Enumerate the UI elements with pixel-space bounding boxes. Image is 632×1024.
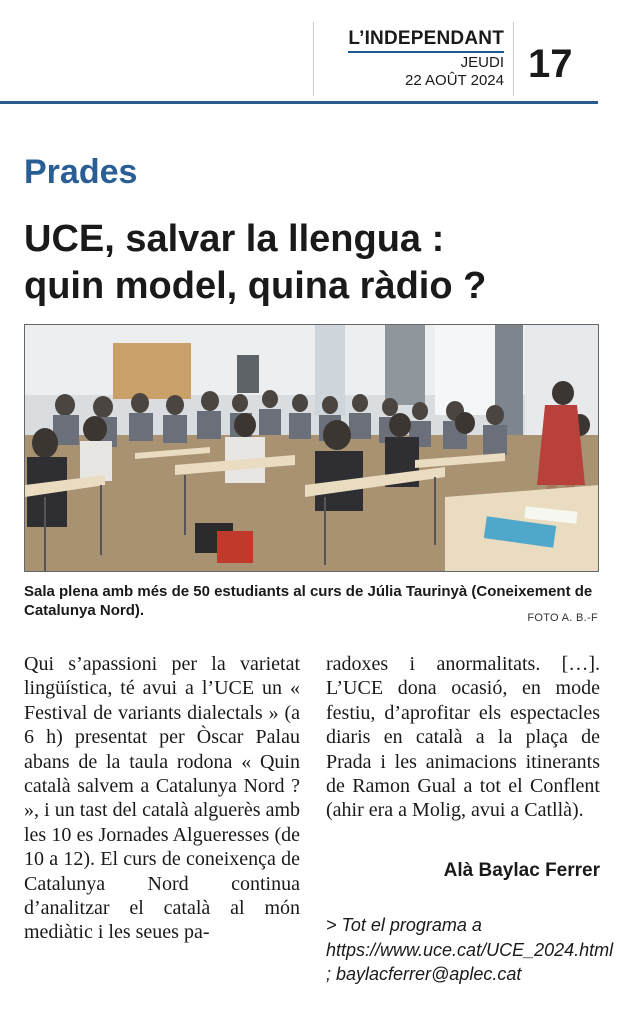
page-number: 17 — [528, 42, 573, 86]
header-rule — [0, 101, 598, 104]
section-title: Prades — [24, 153, 138, 191]
article-photo — [24, 324, 599, 572]
masthead-divider — [513, 22, 514, 96]
program-links: > Tot el programa a https://www.uce.cat/UCE_2024.html ; baylacferrer@aplec.cat — [326, 915, 614, 984]
issue-date: 22 AOÛT 2024 — [405, 72, 504, 89]
photo-caption: Sala plena amb més de 50 estudiants al curs de Júlia Taurinyà (Coneixement de Catalunya Nord). — [24, 583, 593, 619]
newspaper-name: L’INDEPENDANT — [348, 28, 504, 53]
headline — [24, 216, 604, 310]
masthead-divider — [313, 22, 314, 96]
masthead — [0, 22, 632, 102]
author-byline: Alà Baylac Ferrer — [443, 860, 600, 881]
photo-credit: FOTO A. B.-F — [527, 612, 598, 624]
article-column-1: Qui s’apassioni per la varietat lingüística, té avui a l’UCE un « Festival de variants dialectals » (a 6 h) presentat per Òscar Palau abans de la taula rodona « Quin català salvem a Catalunya Nord ? », i un tast del català alguerès amb les 10 es Jornades Algueresses (de 10 a 12). El curs de coneixença de Catalunya Nord continua d’analitzar el català al món mediàtic i les seues pa- — [24, 653, 300, 944]
article-column-2: radoxes i anormalitats. […]. L’UCE dona ocasió, en mode festiu, d’aprofitar els espectacles diaris en català a la plaça de Prada i les animacions itinerants de Ramon Gual a tot el Conflent (ahir era a Molig, avui a Catllà). — [326, 653, 600, 822]
headline-line: quin model, quina ràdio ? — [24, 265, 487, 307]
issue-day: JEUDI — [460, 54, 504, 71]
headline-line: UCE, salvar la llengua : — [24, 218, 445, 260]
